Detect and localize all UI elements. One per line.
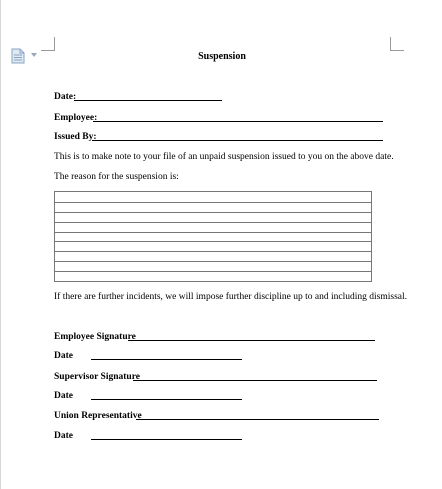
employee-date-underline[interactable]: [91, 359, 242, 360]
margin-corner-top-right: [390, 37, 404, 51]
reason-line[interactable]: [55, 232, 371, 233]
reason-line[interactable]: [55, 212, 371, 213]
union-rep-underline[interactable]: [136, 419, 379, 420]
employee-signature-field: [54, 332, 136, 342]
reason-lines-box[interactable]: [54, 191, 372, 282]
margin-corner-top-left: [41, 37, 55, 51]
union-rep-field: [54, 411, 142, 421]
document-title: Suspension: [198, 51, 246, 62]
date-label: Date:: [54, 92, 77, 102]
employee-label: Employee:: [54, 113, 98, 123]
reason-line[interactable]: [55, 271, 371, 272]
employee-signature-underline[interactable]: [128, 340, 375, 341]
supervisor-signature-field: [54, 372, 140, 382]
reason-line[interactable]: [55, 222, 371, 223]
supervisor-signature-label: Supervisor Signature: [54, 372, 140, 382]
reason-line[interactable]: [55, 261, 371, 262]
employee-date-label: Date: [54, 351, 73, 361]
reason-line[interactable]: [55, 251, 371, 252]
reason-line[interactable]: [55, 202, 371, 203]
supervisor-date-underline[interactable]: [91, 399, 242, 400]
supervisor-signature-underline[interactable]: [133, 380, 377, 381]
employee-signature-label: Employee Signature: [54, 332, 136, 342]
reason-prompt: The reason for the suspension is:: [54, 172, 179, 182]
union-date-label: Date: [54, 431, 73, 441]
supervisor-date-field: [54, 391, 73, 401]
supervisor-date-label: Date: [54, 391, 73, 401]
union-date-underline[interactable]: [91, 439, 242, 440]
further-notice-text: If there are further incidents, we will impose further discipline up to and including dismissal.: [54, 292, 407, 302]
employee-date-field: [54, 351, 73, 361]
union-rep-label: Union Representative: [54, 411, 142, 421]
date-underline[interactable]: [74, 100, 222, 101]
reason-line[interactable]: [55, 241, 371, 242]
issued-by-underline[interactable]: [92, 140, 383, 141]
statement-text: This is to make note to your file of an unpaid suspension issued to you on the above date.: [54, 152, 394, 162]
issued-by-label: Issued By:: [54, 132, 97, 142]
employee-underline[interactable]: [93, 121, 383, 122]
union-date-field: [54, 431, 73, 441]
date-field: [54, 92, 76, 102]
employee-field: [54, 113, 97, 123]
issued-by-field: [54, 132, 97, 142]
